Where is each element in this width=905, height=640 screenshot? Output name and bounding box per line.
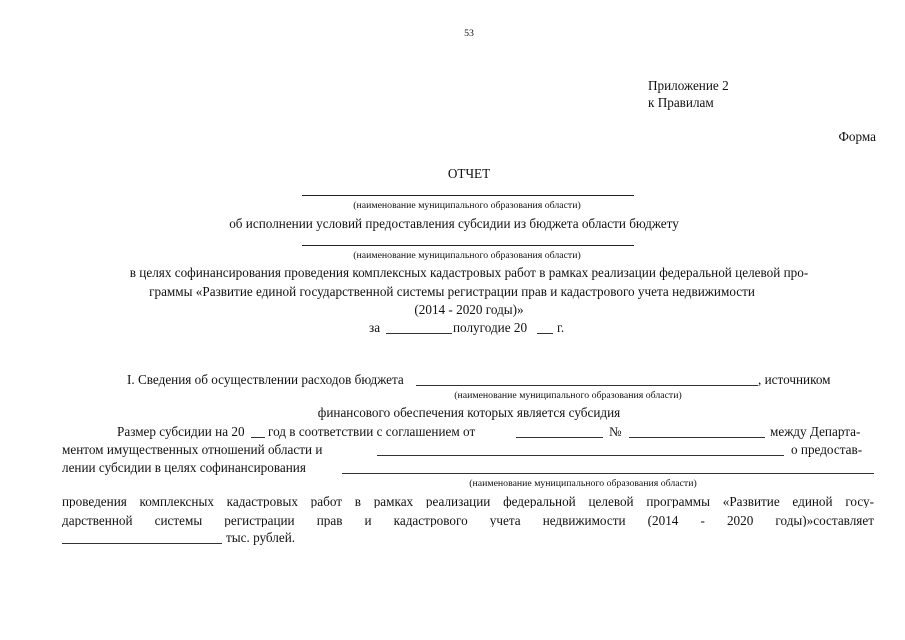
paragraph-line-4: проведения комплексных кадастровых работ в рамках реализации федеральной целевой программы «Развитие единой госу- (62, 495, 874, 509)
period-prefix: за (369, 320, 381, 335)
municipality-caption-1: (наименование муниципального образования области) (353, 200, 581, 211)
agreement-number-blank (629, 437, 765, 438)
subsidy-size-label: Размер субсидии на 20 (117, 424, 245, 439)
cofinancing-label: лении субсидии в целях софинансирования (62, 460, 306, 475)
amount-blank (62, 543, 222, 544)
municipality-caption-2: (наименование муниципального образования области) (353, 250, 581, 261)
agreement-number-sign: № (609, 424, 622, 439)
purpose-line-2: граммы «Развитие единой государственной системы регистрации прав и кадастрового учета недвижимости (149, 284, 755, 299)
cofinancing-caption: (наименование муниципального образования области) (469, 478, 697, 489)
purpose-line-1: в целях софинансирования проведения комплексных кадастровых работ в рамках реализации федеральной целевой про- (129, 265, 809, 280)
appendix-line-2: к Правилам (648, 95, 714, 110)
paragraph-line-5: дарственной системы регистрации прав и кадастрового учета недвижимости (2014 - 2020 годы)»составляет (62, 514, 874, 528)
form-label: Форма (838, 129, 876, 144)
provision-label: о предостав- (791, 442, 863, 457)
purpose-line-3: (2014 - 2020 годы)» (414, 302, 524, 317)
execution-line: об исполнении условий предоставления субсидии из бюджета области бюджету (229, 216, 679, 231)
section-heading: I. Сведения об осуществлении расходов бюджета (127, 372, 404, 387)
section-heading-tail: , источником (758, 372, 831, 387)
municipality-name-blank (377, 455, 784, 456)
section-municipality-blank (416, 385, 758, 386)
agreement-date-blank (516, 437, 603, 438)
period-year-blank (537, 333, 553, 334)
period-middle: полугодие 20 (453, 320, 528, 335)
municipality-blank-1 (302, 195, 634, 196)
cofinancing-blank (342, 473, 874, 474)
agreement-label: год в соответствии с соглашением от (268, 424, 476, 439)
municipality-blank-2 (302, 245, 634, 246)
report-title: ОТЧЕТ (447, 166, 491, 181)
appendix-line-1: Приложение 2 (648, 78, 729, 93)
financing-line: финансового обеспечения которых является субсидия (317, 405, 621, 420)
department-continued: ментом имущественных отношений области и (62, 442, 323, 457)
subsidy-year-blank (251, 437, 265, 438)
section-municipality-caption: (наименование муниципального образования области) (454, 390, 682, 401)
amount-unit: тыс. рублей. (226, 530, 296, 545)
period-half-blank (386, 333, 452, 334)
page-number: 53 (464, 28, 474, 39)
period-suffix: г. (557, 320, 565, 335)
department-label: между Департа- (770, 424, 861, 439)
